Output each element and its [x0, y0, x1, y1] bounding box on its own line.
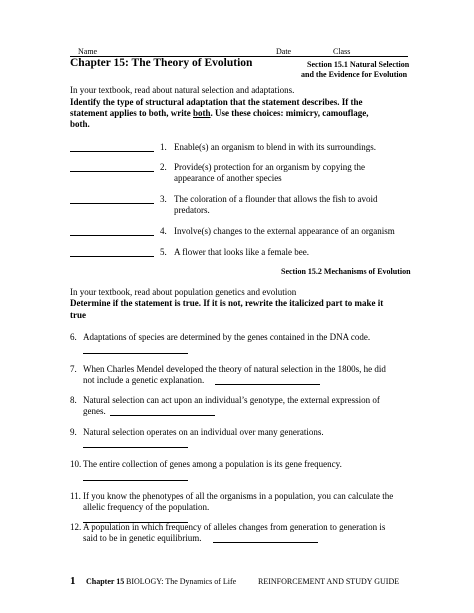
- section-title-line2: and the Evidence for Evolution: [301, 70, 408, 79]
- footer-chapter: Chapter 15: [86, 577, 125, 586]
- item-number: 6.: [70, 332, 77, 342]
- item-text: Involve(s) changes to the external appearance of an organism: [174, 226, 395, 236]
- answer-blank[interactable]: [213, 542, 318, 543]
- item-number: 7.: [70, 364, 77, 374]
- item-number: 8.: [70, 395, 77, 405]
- both-keyword: both: [193, 108, 211, 118]
- answer-blank[interactable]: [70, 235, 154, 236]
- answer-blank[interactable]: [215, 384, 320, 385]
- name-label: Name: [78, 47, 98, 56]
- date-label: Date: [276, 47, 292, 56]
- item-text-cont: appearance of another species: [174, 173, 282, 183]
- section-title-line1: Section 15.1 Natural Selection: [307, 60, 410, 69]
- part2-instruction-line2: true: [70, 310, 86, 320]
- item-number: 12.: [70, 522, 82, 532]
- answer-blank[interactable]: [83, 447, 188, 448]
- item-text: If you know the phenotypes of all the organisms in a population, you can calculate the: [83, 491, 394, 501]
- item-number: 4.: [160, 226, 167, 236]
- part1-instruction-line3: both.: [70, 119, 90, 129]
- item-text-cont: said to be in genetic equilibrium.: [83, 533, 202, 543]
- item-text-cont: genes.: [83, 406, 106, 416]
- item-text: When Charles Mendel developed the theory of natural selection in the 1800s, he did: [83, 364, 386, 374]
- item-number: 2.: [160, 162, 167, 172]
- section-15-2-title: Section 15.2 Mechanisms of Evolution: [281, 267, 411, 276]
- chapter-title: Chapter 15: The Theory of Evolution: [70, 57, 253, 69]
- page-number: 1: [70, 575, 76, 587]
- item-number: 3.: [160, 194, 167, 204]
- answer-blank[interactable]: [83, 480, 188, 481]
- footer-book: BIOLOGY: The Dynamics of Life: [126, 577, 237, 586]
- answer-blank[interactable]: [83, 353, 188, 354]
- item-text: The entire collection of genes among a population is its gene frequency.: [83, 459, 342, 469]
- answer-blank[interactable]: [70, 256, 154, 257]
- item-number: 9.: [70, 427, 77, 437]
- item-text: Natural selection can act upon an individual’s genotype, the external expression of: [83, 395, 380, 405]
- answer-blank[interactable]: [70, 171, 154, 172]
- part1-intro: In your textbook, read about natural selection and adaptations.: [70, 85, 295, 95]
- item-number: 1.: [160, 142, 167, 152]
- footer-guide: REINFORCEMENT AND STUDY GUIDE: [258, 577, 400, 586]
- item-number: 11.: [70, 491, 81, 501]
- class-label: Class: [333, 47, 351, 56]
- part1-instruction-line2: statement applies to both, write both. Use these choices: mimicry, camouflage,: [70, 108, 369, 118]
- item-text: Adaptations of species are determined by the genes contained in the DNA code.: [83, 332, 371, 342]
- item-text: Enable(s) an organism to blend in with its surroundings.: [174, 142, 377, 152]
- part2-intro: In your textbook, read about population genetics and evolution: [70, 287, 297, 297]
- item-text: The coloration of a flounder that allows the fish to avoid: [174, 194, 378, 204]
- answer-blank[interactable]: [70, 151, 154, 152]
- item-text-cont: not include a genetic explanation.: [83, 375, 205, 385]
- item-number: 10.: [70, 459, 82, 469]
- part2-instruction-line1: Determine if the statement is true. If it is not, rewrite the italicized part to make it: [70, 298, 384, 308]
- item-text-cont: predators.: [174, 205, 210, 215]
- item-text: Natural selection operates on an individual over many generations.: [83, 427, 324, 437]
- item-text: Provide(s) protection for an organism by copying the: [174, 162, 366, 172]
- item-number: 5.: [160, 247, 167, 257]
- item-text-cont: allelic frequency of the population.: [83, 502, 210, 512]
- item-text: A flower that looks like a female bee.: [174, 247, 309, 257]
- item-text: A population in which frequency of alleles changes from generation to generation is: [83, 522, 386, 532]
- answer-blank[interactable]: [110, 415, 215, 416]
- part1-instruction-line1: Identify the type of structural adaptation that the statement describes. If the: [70, 97, 363, 107]
- answer-blank[interactable]: [70, 203, 154, 204]
